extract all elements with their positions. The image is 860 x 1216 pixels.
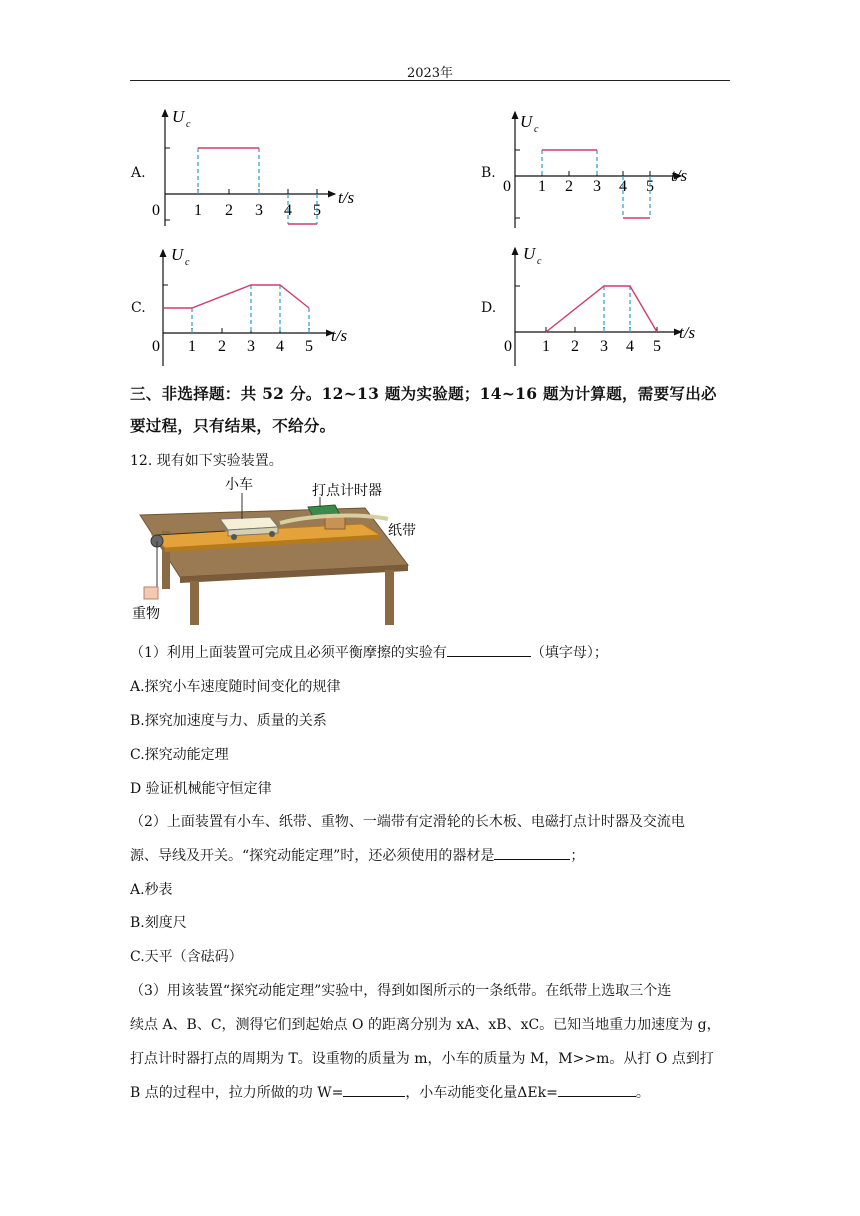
option-c-label: C.: [131, 300, 146, 316]
label-tape: 纸带: [388, 524, 416, 539]
label-weight: 重物: [132, 607, 160, 622]
tick-label: 4: [626, 338, 634, 355]
answer-blank[interactable]: [343, 1082, 405, 1097]
origin-label: 0: [504, 338, 512, 355]
section-heading: [130, 378, 734, 442]
tick-label: 5: [305, 338, 313, 355]
label-timer: 打点计时器: [312, 484, 382, 499]
answer-blank[interactable]: [558, 1082, 636, 1097]
apparatus-figure: [130, 475, 420, 625]
option-line: C.探究动能定理: [130, 747, 229, 763]
option-line: B.探究加速度与力、质量的关系: [130, 713, 327, 729]
part-1-tail: （填字母）；: [530, 645, 608, 661]
part-2-line: （2）上面装置有小车、纸带、重物、一端带有定滑轮的长木板、电磁打点计时器及交流电: [130, 814, 685, 830]
tick-label: 5: [313, 202, 321, 219]
part-3-line: 打点计时器打点的周期为 T。设重物的质量为 m，小车的质量为 M，M>>m。从打 O 点到打: [130, 1051, 714, 1067]
part-2-tail: ；: [570, 848, 585, 864]
tick-label: 3: [593, 178, 601, 195]
part-1: [130, 642, 734, 664]
graph-option-b: [495, 100, 725, 240]
graph-option-a: [145, 100, 375, 240]
tick-label: 4: [619, 178, 627, 195]
tick-label: 5: [653, 338, 661, 355]
x-axis-label: t/s: [671, 166, 688, 185]
tick-label: 1: [194, 202, 202, 219]
option-b-label: B.: [481, 165, 496, 181]
origin-label: 0: [152, 202, 160, 219]
option-d-label: D.: [481, 300, 497, 316]
tick-label: 4: [284, 202, 292, 219]
y-axis-subscript: c: [186, 119, 191, 130]
tick-label: 2: [565, 178, 573, 195]
label-cart: 小车: [225, 478, 253, 493]
tick-label: 2: [225, 202, 233, 219]
tick-label: 2: [571, 338, 579, 355]
part-3-line: （3）用该装置“探究动能定理”实验中，得到如图所示的一条纸带。在纸带上选取三个连: [130, 983, 672, 999]
answer-blank[interactable]: [447, 642, 531, 657]
section-heading-line: 要过程，只有结果，不给分。: [130, 416, 336, 435]
part-1-text: （1）利用上面装置可完成且必须平衡摩擦的实验有: [130, 645, 447, 661]
voltage-curve: [546, 286, 657, 332]
section-heading-line: 三、非选择题：共 52 分。12~13 题为实验题；14~16 题为计算题，需要写出必: [130, 384, 717, 403]
option-line: A.探究小车速度随时间变化的规律: [130, 679, 341, 695]
part-3-text: ，小车动能变化量ΔEk=: [405, 1085, 558, 1101]
part-2: [130, 845, 734, 867]
graph-option-c: [145, 238, 375, 378]
tick-label: 1: [542, 338, 550, 355]
question-title: 12. 现有如下实验装置。: [130, 453, 283, 469]
option-line: A.秒表: [130, 882, 173, 898]
option-line: B.刻度尺: [130, 915, 187, 931]
x-axis-label: t/s: [331, 326, 348, 345]
tick-label: 2: [218, 338, 226, 355]
tick-label: 3: [600, 338, 608, 355]
tick-label: 4: [276, 338, 284, 355]
tick-label: 3: [255, 202, 263, 219]
part-3-last: [130, 1082, 734, 1104]
part-3-tail: 。: [635, 1085, 650, 1101]
tick-label: 1: [538, 178, 546, 195]
origin-label: 0: [503, 178, 511, 195]
option-line: C.天平（含砝码）: [130, 949, 243, 965]
y-axis-label: U: [172, 107, 185, 126]
option-line: D 验证机械能守恒定律: [130, 781, 272, 797]
tick-label: 3: [247, 338, 255, 355]
y-axis-subscript: c: [534, 124, 539, 135]
option-a-label: A.: [131, 165, 146, 181]
voltage-curve: [163, 285, 309, 308]
graph-option-d: [495, 238, 725, 378]
page-header: 2023年: [406, 66, 454, 81]
tick-label: 1: [188, 338, 196, 355]
x-axis-label: t/s: [338, 188, 355, 207]
header-divider: [130, 80, 730, 81]
answer-blank[interactable]: [494, 845, 570, 860]
y-axis-label: U: [171, 245, 184, 264]
x-axis-label: t/s: [679, 323, 696, 342]
y-axis-subscript: c: [185, 257, 190, 268]
part-3-line: 续点 A、B、C，测得它们到起始点 O 的距离分别为 xA、xB、xC。已知当地重力加速度为 g，: [130, 1017, 721, 1033]
part-3-text: B 点的过程中，拉力所做的功 W=: [130, 1085, 344, 1101]
origin-label: 0: [152, 338, 160, 355]
y-axis-subscript: c: [537, 256, 542, 267]
y-axis-label: U: [520, 112, 533, 131]
part-2-text: 源、导线及开关。“探究动能定理”时，还必须使用的器材是: [130, 848, 495, 864]
tick-label: 5: [646, 178, 654, 195]
y-axis-label: U: [523, 244, 536, 263]
